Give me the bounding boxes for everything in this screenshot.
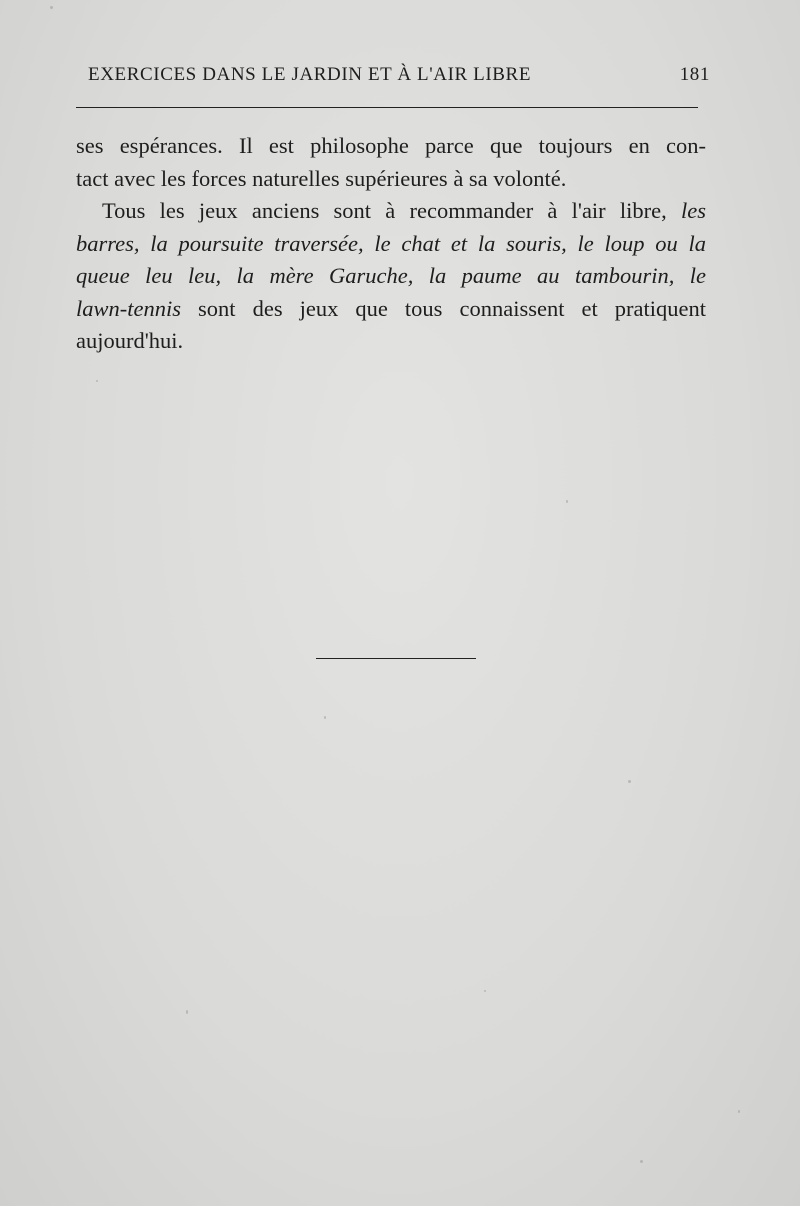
- paper-speck: [628, 780, 631, 783]
- page-number: 181: [679, 64, 710, 85]
- paragraph-2-line-5: aujourd'hui.: [76, 328, 184, 353]
- paper-speck: [484, 990, 486, 992]
- paper-speck: [96, 380, 98, 382]
- paragraph-1-line-1: ses espérances. Il est philosophe parce que toujours en con-: [76, 133, 706, 158]
- paragraph-2-line-4: [76, 293, 706, 326]
- end-rule: [316, 658, 476, 659]
- paragraph-1-line-2: tact avec les forces naturelles supérieures à sa volonté.: [76, 165, 567, 191]
- running-head: [76, 64, 710, 88]
- paper-speck: [50, 6, 53, 9]
- paragraph-2-line-3: queue leu leu, la mère Garuche, la paume au tambourin, le: [76, 263, 706, 288]
- header-rule: [76, 107, 698, 108]
- paper-speck: [186, 1010, 188, 1014]
- paper-speck: [738, 1110, 740, 1113]
- paragraph-2-line-4-italic: lawn-tennis: [76, 295, 181, 321]
- paper-speck: [324, 716, 326, 719]
- body-text: [76, 130, 706, 358]
- paragraph-2-line-4-roman: sont des jeux que tous connaissent et pratiquent: [198, 295, 706, 321]
- paragraph-2-line-2: barres, la poursuite traversée, le chat et la souris, le loup ou la: [76, 230, 706, 256]
- running-title: EXERCICES DANS LE JARDIN ET À L'AIR LIBRE: [88, 64, 532, 85]
- paper-speck: [566, 500, 568, 503]
- paper-speck: [640, 1160, 643, 1163]
- paragraph-2-line-1-italic: les: [681, 198, 707, 223]
- paragraph-2-line-1-roman: Tous les jeux anciens sont à recommander à l'air libre,: [102, 198, 667, 223]
- paragraph-2-line-1: [76, 195, 706, 228]
